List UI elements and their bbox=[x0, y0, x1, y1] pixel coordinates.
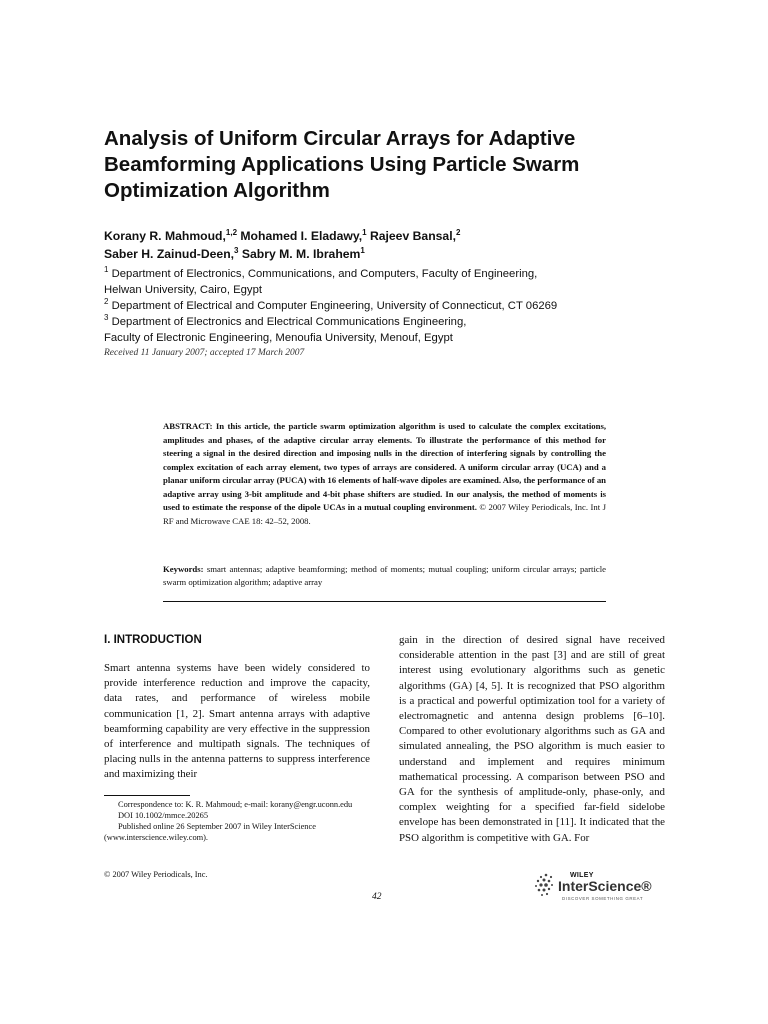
affiliation-list bbox=[104, 266, 557, 346]
abstract-citation: © 2007 Wiley Periodicals, Inc. Int J RF and Microwave CAE 18: 42–52, 2008. bbox=[163, 502, 606, 526]
footnotes bbox=[104, 799, 370, 843]
author-affil-sup: 3 bbox=[234, 245, 239, 255]
affiliation-text: Department of Electrical and Computer Engineering, University of Connecticut, CT 06269 bbox=[111, 300, 558, 312]
body-column-right: gain in the direction of desired signal have received considerable attention in the past [3] and are still of great interest using evolutionary algorithms such as genetic algorithms (GA) [4, 5]. It is recognized that PSO algorithm is a practical and powerful optimization tool for a variety of electromagnetic and antenna design problems [6–10]. Compared to other evolutionary algorithms such as GA and simulated annealing, the PSO algorithm is much easier to understand and implement and requires minimum mathematical processing. A comparison between PSO and GA for the synthesis of amplitude-only, phase-only, and complex weighting for a specified far-field sidelobe envelope has been demonstrated in [11]. It indicated that the PSO algorithm is competitive with GA. For bbox=[399, 634, 665, 844]
footnote-published: Published online 26 September 2007 in Wiley InterScience (www.interscience.wiley.com). bbox=[104, 822, 316, 842]
affiliation-text: Department of Electronics, Communications, and Computers, Faculty of Engineering, bbox=[111, 268, 538, 280]
author-affil-sup: 1,2 bbox=[225, 227, 238, 237]
author-name: Rajeev Bansal, bbox=[369, 229, 456, 243]
received-dates: Received 11 January 2007; accepted 17 March 2007 bbox=[104, 348, 305, 358]
section-heading: I. INTRODUCTION bbox=[104, 634, 202, 646]
article-title bbox=[104, 126, 664, 204]
affiliation-text: Helwan University, Cairo, Egypt bbox=[104, 284, 263, 296]
abstract-body: In this article, the particle swarm optimization algorithm is used to calculate the complex excitations, amplitudes and phases, of the adaptive circular array elements. To illustrate the performance of this method for steering a signal in the desired direction and imposing nulls in the direction of interfering signals by controlling the complex excitation of each array element, two types of arrays are considered. A uniform circular array (UCA) and a planar uniform circular array (PUCA) with 16 elements of half-wave dipoles are examined. Also, the performance of an adaptive array using 3-bit amplitude and 4-bit phase shifters are studied. In our analysis, the method of moments is used to estimate the response of the dipole UCAs in a mutual coupling environment. bbox=[163, 421, 606, 512]
affiliation-line bbox=[104, 314, 557, 330]
author-name: Sabry M. M. Ibrahem bbox=[241, 247, 361, 261]
author-affil-sup: 1 bbox=[360, 245, 365, 255]
footnote-divider bbox=[104, 795, 190, 796]
affiliation-line bbox=[104, 298, 557, 314]
title-line: Analysis of Uniform Circular Arrays for Adaptive bbox=[104, 127, 576, 150]
section-divider bbox=[163, 601, 606, 602]
affiliation-line bbox=[104, 330, 557, 346]
author-line bbox=[104, 227, 460, 245]
page-number: 42 bbox=[372, 892, 382, 902]
author-line bbox=[104, 245, 460, 263]
title-line: Optimization Algorithm bbox=[104, 179, 330, 202]
affiliation-sup: 1 bbox=[104, 265, 109, 275]
publisher-logo bbox=[532, 870, 672, 904]
author-affil-sup: 2 bbox=[455, 227, 461, 237]
keywords bbox=[163, 563, 606, 589]
keywords-label: Keywords: bbox=[163, 564, 204, 574]
logo-dots-icon bbox=[532, 870, 560, 900]
logo-wiley-text: WILEY bbox=[570, 872, 594, 879]
author-name: Mohamed I. Eladawy, bbox=[240, 229, 363, 243]
body-column-left: Smart antenna systems have been widely considered to provide interference reduction and improve the capacity, data rates, and performance of wireless mobile communication [1, 2]. Smart antenna arrays with adaptive beamforming capability are very effective in the suppression of interference and multipath signals. The techniques of placing nulls in the antenna patterns to suppress interference and maximizing their bbox=[104, 662, 370, 781]
affiliation-line bbox=[104, 282, 557, 298]
copyright-notice: © 2007 Wiley Periodicals, Inc. bbox=[104, 870, 208, 879]
author-list bbox=[104, 227, 460, 263]
author-affil-sup: 1 bbox=[362, 227, 367, 237]
logo-name-text: InterScience® bbox=[558, 878, 652, 894]
author-name: Saber H. Zainud-Deen, bbox=[104, 247, 235, 261]
affiliation-text: Faculty of Electronic Engineering, Menoufia University, Menouf, Egypt bbox=[104, 332, 453, 344]
author-name: Korany R. Mahmoud, bbox=[104, 229, 226, 243]
affiliation-sup: 3 bbox=[104, 313, 109, 323]
abstract-label: ABSTRACT: bbox=[163, 421, 213, 431]
affiliation-sup: 2 bbox=[104, 297, 109, 307]
keywords-text: smart antennas; adaptive beamforming; method of moments; mutual coupling; uniform circular arrays; particle swarm optimization algorithm; adaptive array bbox=[163, 564, 607, 587]
title-line: Beamforming Applications Using Particle Swarm bbox=[104, 153, 580, 176]
affiliation-line bbox=[104, 266, 557, 282]
abstract bbox=[163, 420, 606, 528]
logo-tagline-text: DISCOVER SOMETHING GREAT bbox=[562, 896, 644, 901]
affiliation-text: Department of Electronics and Electrical Communications Engineering, bbox=[111, 316, 467, 328]
footnote-doi: DOI 10.1002/mmce.20265 bbox=[118, 811, 209, 820]
footnote-correspondence: Correspondence to: K. R. Mahmoud; e-mail: korany@engr.uconn.edu bbox=[118, 800, 353, 809]
